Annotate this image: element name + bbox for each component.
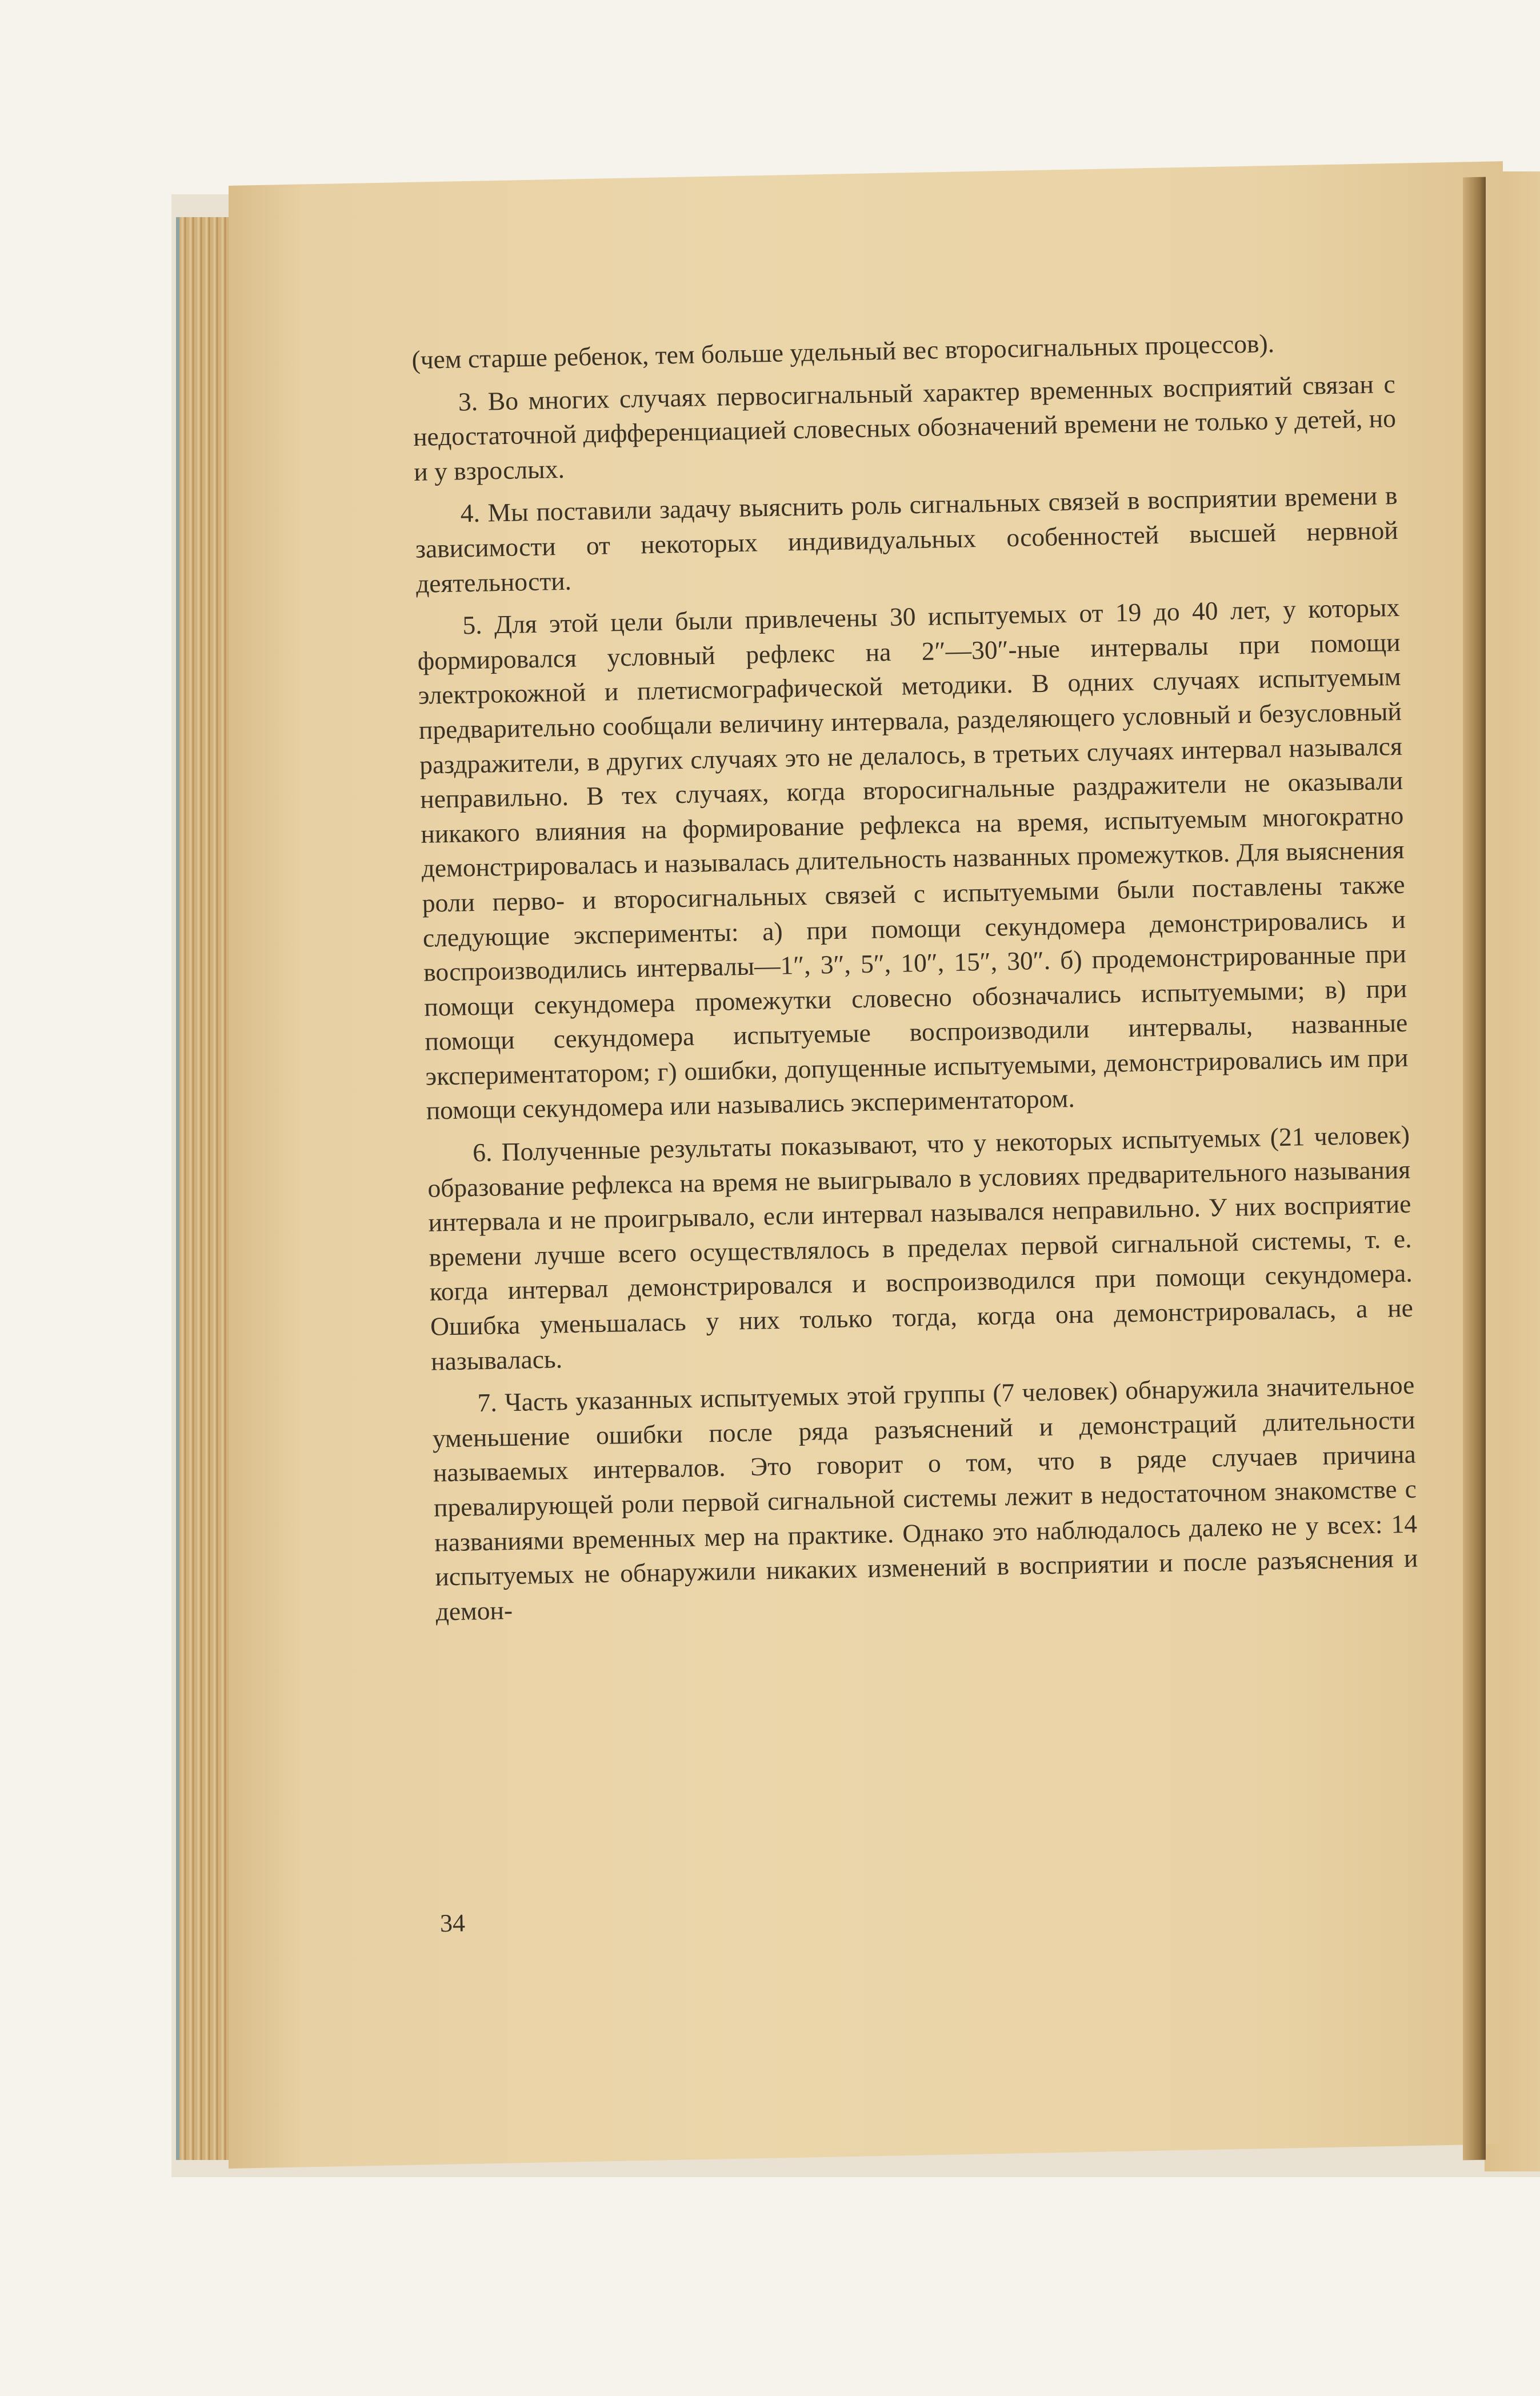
paragraph-6: 6. Полученные результаты показывают, что у некоторых испытуемых (21 человек) образование рефлекса на время не выигрывало в условиях предварительного называния интервала и не проигрывало, если интервал назывался неправильно. У них восприятие времени лучше всего осуществлялось в пределах первой сигнальной системы, т. е. когда интервал демонстрировался и воспроизводился при помощи секундомера. Ошибка уменьшалась у них только тогда, когда она демонстрировалась, а не называлась. xyxy=(427,1119,1414,1376)
page-gutter xyxy=(1463,177,1486,2161)
paragraph-3: 3. Во многих случаях первосигнальный характер временных восприятий связан с недостаточной дифференциацией словесных обозначений времени не только у детей, но и у взрослых. xyxy=(413,369,1397,486)
paragraph-5: 5. Для этой цели были привлечены 30 испытуемых от 19 до 40 лет, у которых формировался условный рефлекс на 2″—30″-ные интервалы при помощи электрокожной и плетисмографической методики. В одних случаях испытуемым предварительно сообщали величину интервала, разделяющего условный и безусловный раздражители, в других случаях это не делалось, в третьих случаях интервал назывался неправильно. В тех случаях, когда второсигнальные раздражители не оказывали никакого влияния на формирование рефлекса на время, испытуемым многократно демонстрировалась и называлась длительность названных промежутков. Для выяснения роли перво- и второсигнальных связей с испытуемыми были поставлены также следующие эксперименты: а) при помощи секундомера демонстрировались и воспроизводились интервалы—1″, 3″, 5″, 10″, 15″, 30″. б) продемонстрированные при помощи секундомера промежутки словесно обозначались испытуемыми; в) при помощи секундомера испытуемые воспроизводили интервалы, названные экспериментатором; г) ошибки, допущенные испытуемыми, демонстрировались им при помощи секундомера или назывались экспериментатором. xyxy=(417,593,1409,1126)
paragraph-continuation: (чем старше ребенок, тем больше удельный вес второсигнальных процессов). xyxy=(411,329,1275,374)
paragraph-7: 7. Часть указанных испытуемых этой группы (7 человек) обнаружила значительное уменьшение ошибки после ряда разъяснений и демонстраций длительности называемых интервалов. Это говорит о том, что в ряде случаев причина превалирующей роли первой сигнальной системы лежит в недостаточном знакомстве с названиями временных мер на практике. Однако это наблюдалось далеко не у всех: 14 испытуемых не обнаружили никаких изменений в восприятии и после разъяснения и демон- xyxy=(432,1370,1418,1626)
page-text xyxy=(411,324,1419,1629)
paragraph-4: 4. Мы поставили задачу выяснить роль сигнальных связей в восприятии времени в зависимости от некоторых индивидуальных особенностей высшей нервной деятельности. xyxy=(415,481,1399,598)
page-number: 34 xyxy=(439,1909,466,1938)
